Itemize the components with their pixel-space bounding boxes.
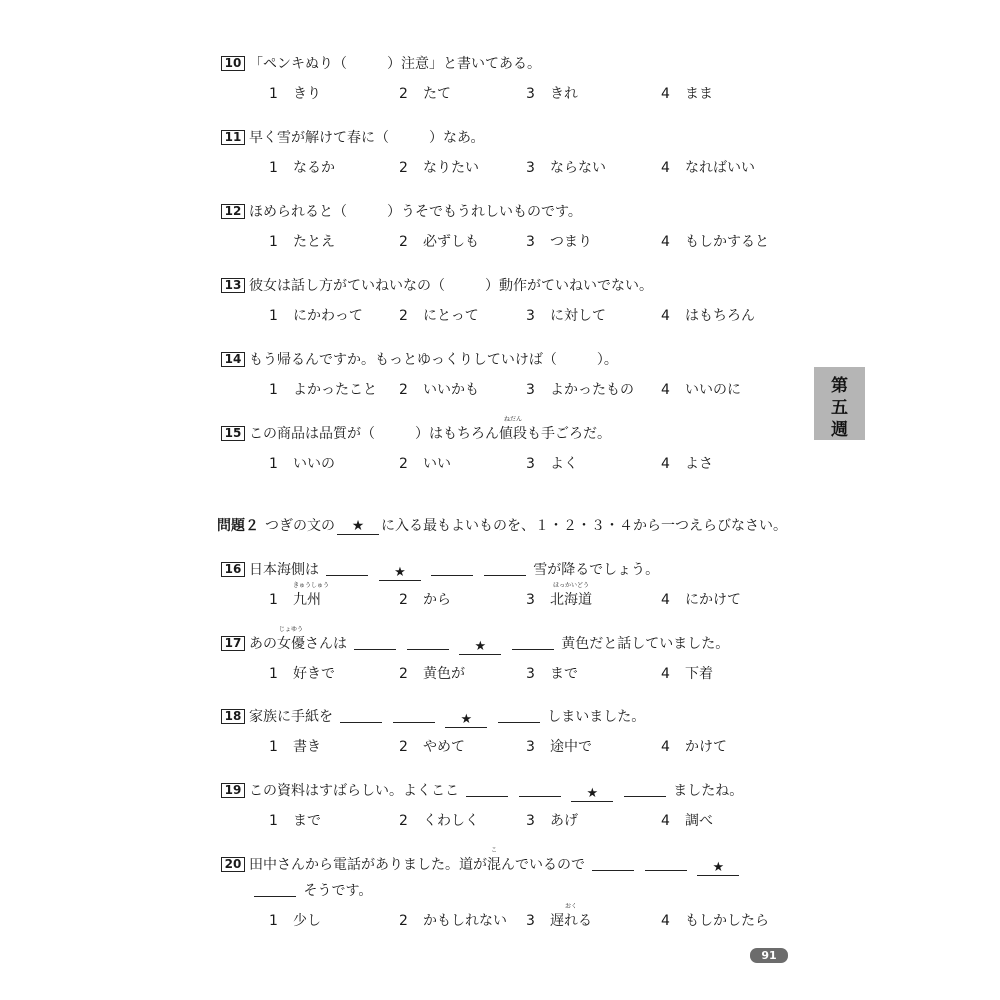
option-number: 3 — [526, 739, 535, 755]
option-1[interactable] — [269, 159, 335, 177]
answer-blank[interactable] — [393, 708, 435, 723]
option-text: 下着 — [685, 666, 713, 682]
answer-blank[interactable] — [484, 561, 526, 576]
stem-text: 「ペンキぬり（ — [249, 56, 347, 72]
option-number: 1 — [269, 160, 278, 176]
option-text: よかったこと — [293, 382, 377, 398]
stem-text: 。 — [603, 352, 618, 368]
star-blank[interactable]: ★ — [445, 713, 487, 728]
option-number: 2 — [399, 234, 408, 250]
option-4[interactable] — [661, 233, 769, 251]
option-number: 2 — [399, 308, 408, 324]
option-text: やめて — [423, 739, 465, 755]
option-4[interactable] — [661, 665, 713, 683]
option-number: 4 — [661, 739, 670, 755]
option-number: 4 — [661, 160, 670, 176]
stem-text: ） — [596, 352, 604, 368]
option-number: 3 — [526, 666, 535, 682]
option-1[interactable] — [269, 912, 321, 930]
stem-text: あの — [249, 636, 277, 652]
option-text: よく — [550, 456, 578, 472]
option-text: に対して — [550, 308, 606, 324]
option-3[interactable] — [526, 159, 606, 177]
answer-blank[interactable] — [431, 561, 473, 576]
question-stem — [221, 708, 645, 728]
option-text: にかわって — [293, 308, 363, 324]
option-text: 調べ — [685, 813, 713, 829]
question-number: 13 — [221, 278, 245, 293]
option-1[interactable] — [269, 381, 377, 399]
question-number: 15 — [221, 426, 245, 441]
star-blank[interactable]: ★ — [379, 566, 421, 581]
option-text: くわしく — [423, 813, 479, 829]
option-3[interactable] — [526, 903, 592, 930]
option-number: 4 — [661, 456, 670, 472]
week-side-tab — [814, 367, 865, 440]
stem-text: ） — [387, 56, 401, 72]
option-number: 4 — [661, 592, 670, 608]
furigana: おく — [564, 903, 577, 910]
ruby-word — [277, 626, 305, 653]
answer-blank[interactable] — [340, 708, 382, 723]
option-text: なりたい — [423, 160, 479, 176]
question-stem — [221, 416, 611, 443]
option-text: ならない — [550, 160, 606, 176]
option-number: 2 — [399, 666, 408, 682]
option-number: 1 — [269, 913, 278, 929]
option-number: 2 — [399, 382, 408, 398]
option-text: たとえ — [293, 234, 335, 250]
option-text: まま — [685, 86, 713, 102]
stem-text: ） — [387, 204, 401, 220]
stem-text: ） — [415, 426, 429, 442]
question-stem — [221, 351, 618, 369]
side-tab-label: 第五週 — [831, 376, 848, 440]
option-number: 2 — [399, 813, 408, 829]
stem-text: 田中さんから電話がありました。道が — [249, 857, 487, 873]
question-stem — [221, 203, 582, 221]
option-text: なればいい — [685, 160, 755, 176]
option-4[interactable] — [661, 912, 769, 930]
ruby-word — [499, 416, 527, 443]
option-1[interactable] — [269, 812, 321, 830]
option-number: 2 — [399, 592, 408, 608]
stem-text: うそでもうれしいものです。 — [401, 204, 582, 220]
furigana: じょゆう — [278, 626, 303, 633]
option-number: 1 — [269, 813, 278, 829]
option-text: いいのに — [685, 382, 741, 398]
question-number: 11 — [221, 130, 245, 145]
option-number: 4 — [661, 913, 670, 929]
answer-blank[interactable] — [498, 708, 540, 723]
option-2[interactable] — [399, 812, 479, 830]
option-text: 黄色が — [423, 666, 465, 682]
stem-text: なあ。 — [443, 130, 485, 146]
option-text: きり — [293, 86, 321, 102]
option-4[interactable] — [661, 591, 741, 609]
option-number: 2 — [399, 913, 408, 929]
answer-blank[interactable] — [624, 782, 666, 797]
option-2[interactable] — [399, 738, 465, 756]
stem-text: 雪が降るでしょう。 — [533, 562, 660, 578]
option-text: まで — [293, 813, 321, 829]
option-4[interactable] — [661, 455, 713, 473]
stem-text: そうです。 — [303, 883, 373, 899]
option-2[interactable] — [399, 85, 451, 103]
option-text: かもしれない — [423, 913, 507, 929]
option-4[interactable] — [661, 738, 727, 756]
star-icon: ★ — [337, 519, 379, 535]
stem-text: 日本海側は — [249, 562, 319, 578]
option-text: 必ずしも — [423, 234, 479, 250]
stem-text: もう帰るんですか。もっとゆっくりしていけば（ — [249, 352, 557, 368]
option-2[interactable] — [399, 381, 479, 399]
stem-text: さんは — [305, 636, 347, 652]
option-4[interactable] — [661, 85, 713, 103]
question-stem — [221, 129, 484, 147]
stem-text: しまいました。 — [547, 709, 646, 725]
question-number: 14 — [221, 352, 245, 367]
stem-text: この商品は品質が（ — [249, 426, 375, 442]
answer-blank[interactable] — [645, 856, 687, 871]
option-3[interactable] — [526, 307, 606, 325]
answer-blank[interactable] — [512, 635, 554, 650]
stem-text: 動作がていねいでない。 — [499, 278, 653, 294]
question-number: 17 — [221, 636, 245, 651]
stem-text: 家族に手紙を — [249, 709, 333, 725]
ruby-word — [550, 903, 592, 930]
stem-text: 彼女は話し方がていねいなの（ — [249, 278, 445, 294]
option-number: 2 — [399, 456, 408, 472]
ruby-word — [487, 847, 501, 874]
option-1[interactable] — [269, 233, 335, 251]
option-text: よかったもの — [550, 382, 634, 398]
stem-text: 注意」と書いてある。 — [401, 56, 541, 72]
ruby-base: 値段 — [499, 426, 527, 442]
star-blank[interactable]: ★ — [571, 787, 613, 802]
page-number: 91 — [750, 948, 788, 963]
option-number: 3 — [526, 234, 535, 250]
option-text: もしかしたら — [685, 913, 769, 929]
question-stem — [221, 626, 730, 655]
option-4[interactable] — [661, 381, 741, 399]
furigana: きゅうしゅう — [293, 582, 330, 589]
option-number: 4 — [661, 234, 670, 250]
stem-text: この資料はすばらしい。よくここ — [249, 783, 459, 799]
option-3[interactable] — [526, 665, 578, 683]
option-text: 九州 — [293, 592, 321, 608]
option-number: 2 — [399, 160, 408, 176]
option-2[interactable] — [399, 455, 451, 473]
option-2[interactable] — [399, 159, 479, 177]
answer-blank[interactable] — [466, 782, 508, 797]
option-number: 3 — [526, 160, 535, 176]
option-text: から — [423, 592, 451, 608]
stem-text: も手ごろだ。 — [527, 426, 611, 442]
option-4[interactable] — [661, 812, 713, 830]
stem-text: ほめられると（ — [249, 204, 347, 220]
option-text: にかけて — [685, 592, 741, 608]
option-1[interactable] — [269, 307, 363, 325]
option-text: いいの — [293, 456, 335, 472]
furigana: こ — [490, 847, 497, 854]
stem-text: ） — [485, 278, 499, 294]
option-text: 好きで — [293, 666, 335, 682]
option-number: 3 — [526, 308, 535, 324]
option-number: 4 — [661, 382, 670, 398]
option-text: 遅れる — [550, 913, 592, 929]
stem-text: ましたね。 — [673, 783, 744, 799]
question-number: 20 — [221, 857, 245, 872]
option-text: なるか — [293, 160, 335, 176]
option-2[interactable] — [399, 233, 479, 251]
furigana: ほっかいどう — [552, 582, 589, 589]
question-number: 12 — [221, 204, 245, 219]
stem-text: 黄色だと話していました。 — [561, 636, 730, 652]
option-2[interactable] — [399, 307, 479, 325]
option-number: 4 — [661, 666, 670, 682]
option-number: 3 — [526, 913, 535, 929]
option-2[interactable] — [399, 665, 465, 683]
option-1[interactable] — [269, 582, 330, 609]
option-3[interactable] — [526, 455, 578, 473]
ruby-word — [550, 582, 592, 609]
option-text: まで — [550, 666, 578, 682]
option-text: たて — [423, 86, 451, 102]
option-1[interactable] — [269, 455, 335, 473]
option-3[interactable] — [526, 85, 578, 103]
question-stem — [221, 55, 541, 73]
stem-text: んでいるので — [501, 857, 585, 873]
option-1[interactable] — [269, 665, 335, 683]
option-number: 3 — [526, 86, 535, 102]
option-number: 1 — [269, 234, 278, 250]
option-text: いい — [423, 456, 451, 472]
section-2-instruction — [217, 517, 787, 535]
question-number: 16 — [221, 562, 245, 577]
option-text: はもちろん — [685, 308, 755, 324]
option-number: 3 — [526, 456, 535, 472]
option-number: 1 — [269, 666, 278, 682]
option-3[interactable] — [526, 738, 592, 756]
option-number: 1 — [269, 592, 278, 608]
stem-text: はもちろん — [429, 426, 499, 442]
stem-text: ） — [429, 130, 443, 146]
option-1[interactable] — [269, 85, 321, 103]
star-blank[interactable]: ★ — [697, 861, 739, 876]
option-4[interactable] — [661, 307, 755, 325]
option-text: いいかも — [423, 382, 479, 398]
option-text: 書き — [293, 739, 321, 755]
option-text: あげ — [550, 813, 578, 829]
stem-text: 早く雪が解けて春に（ — [249, 130, 389, 146]
option-text: 北海道 — [550, 592, 592, 608]
option-number: 4 — [661, 813, 670, 829]
question-stem — [221, 847, 742, 876]
question-number: 19 — [221, 783, 245, 798]
option-2[interactable] — [399, 591, 451, 609]
option-text: もしかすると — [685, 234, 769, 250]
answer-blank[interactable] — [254, 882, 296, 897]
option-2[interactable] — [399, 912, 507, 930]
option-text: きれ — [550, 86, 578, 102]
option-text: 少し — [293, 913, 321, 929]
answer-blank[interactable] — [354, 635, 396, 650]
option-number: 3 — [526, 592, 535, 608]
option-1[interactable] — [269, 738, 321, 756]
answer-blank[interactable] — [326, 561, 368, 576]
option-text: 途中で — [550, 739, 592, 755]
question-number: 10 — [221, 56, 245, 71]
instruction-text: に入る最もよいものを、１・２・３・４から一つえらびなさい。 — [381, 518, 787, 534]
ruby-word — [293, 582, 330, 609]
option-number: 4 — [661, 308, 670, 324]
option-number: 1 — [269, 382, 278, 398]
question-number: 18 — [221, 709, 245, 724]
option-text: にとって — [423, 308, 479, 324]
instruction-text: つぎの文の — [265, 518, 335, 534]
option-4[interactable] — [661, 159, 755, 177]
option-number: 1 — [269, 739, 278, 755]
option-number: 1 — [269, 456, 278, 472]
section-label: 問題２ — [217, 518, 259, 534]
option-number: 4 — [661, 86, 670, 102]
answer-blank[interactable] — [519, 782, 561, 797]
option-text: つまり — [550, 234, 592, 250]
question-stem — [221, 782, 743, 802]
answer-blank[interactable] — [407, 635, 449, 650]
option-number: 2 — [399, 739, 408, 755]
question-stem — [221, 561, 659, 581]
answer-blank[interactable] — [592, 856, 634, 871]
question-stem-line2 — [221, 882, 372, 900]
option-number: 3 — [526, 382, 535, 398]
option-number: 1 — [269, 86, 278, 102]
option-3[interactable] — [526, 381, 634, 399]
option-number: 3 — [526, 813, 535, 829]
star-blank[interactable]: ★ — [459, 640, 501, 655]
option-number: 2 — [399, 86, 408, 102]
question-stem — [221, 277, 653, 295]
furigana: ねだん — [503, 416, 522, 423]
ruby-base: 女優 — [277, 636, 305, 652]
option-number: 1 — [269, 308, 278, 324]
option-3[interactable] — [526, 233, 592, 251]
ruby-base: 混 — [487, 857, 501, 873]
option-3[interactable] — [526, 582, 592, 609]
option-3[interactable] — [526, 812, 578, 830]
option-text: よさ — [685, 456, 713, 472]
option-text: かけて — [685, 739, 727, 755]
